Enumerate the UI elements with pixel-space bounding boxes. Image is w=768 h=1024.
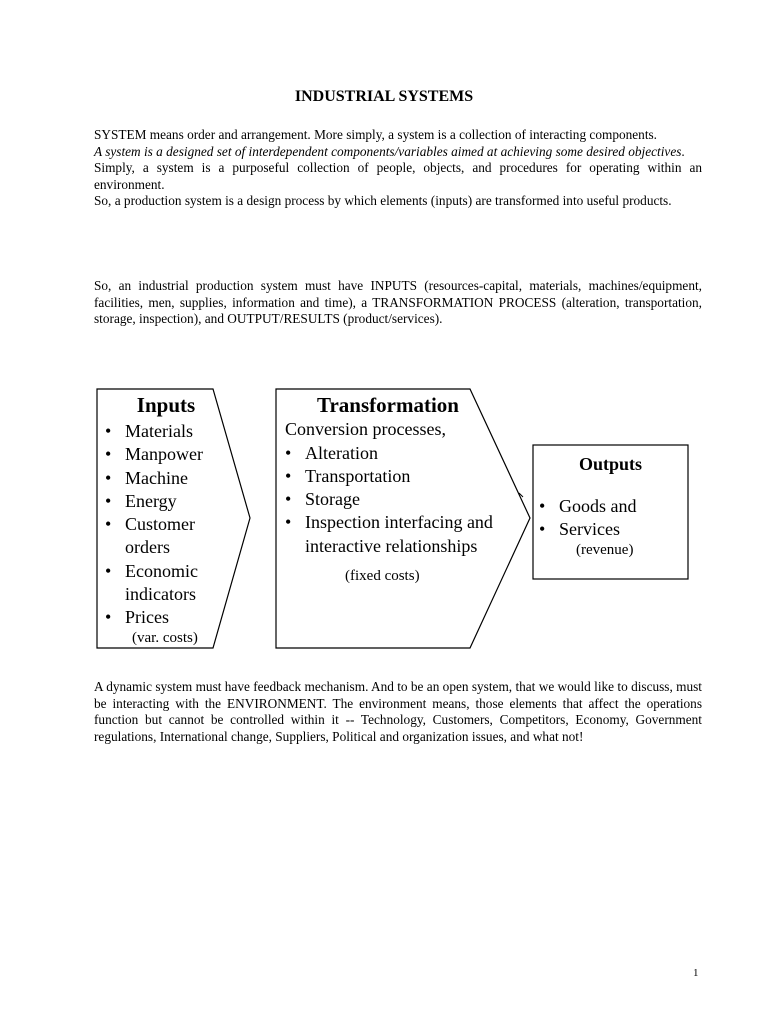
outputs-list [534, 495, 687, 542]
transformation-heading: Transformation [317, 393, 459, 417]
outputs-note: (revenue) [576, 541, 634, 558]
inputs-box [100, 393, 240, 647]
inputs-item: • Machine [100, 467, 240, 490]
industrial-production-paragraph: So, an industrial production system must have INPUTS (resources-capital, materials, machines/equipment, facilities, men, supplies, information and time), a TRANSFORMATION PROCESS (alteration, transportation, storage, inspection), and OUTPUT/RESULTS (product/services). [94, 278, 702, 326]
transformation-item: • Inspection interfacing and interactive relationships [280, 511, 495, 558]
intro-line-purposeful: Simply, a system is a purposeful collection of people, objects, and procedures for operating within an environment. [94, 160, 702, 192]
inputs-item: • Manpower [100, 443, 240, 466]
intro-definition-text: A system is a designed set of interdependent components/variables aimed at achieving some desired objectives [94, 143, 682, 159]
inputs-note: (var. costs) [132, 629, 198, 646]
dynamic-system-paragraph: A dynamic system must have feedback mechanism. And to be an open system, that we would like to discuss, must be interacting with the ENVIRONMENT. The environment means, those elements that affect the operations function but cannot be controlled within it -- Technology, Customers, Competitors, Economy, Government regulations, International change, Suppliers, Political and organization issues, and what not! [94, 679, 702, 744]
outputs-item: • Goods and [534, 495, 687, 518]
transformation-item: • Storage [280, 488, 515, 511]
inputs-heading: Inputs [136, 393, 196, 417]
inputs-list [100, 420, 240, 630]
inputs-item: • Prices [100, 606, 240, 629]
intro-line-production: So, a production system is a design process by which elements (inputs) are transformed into useful products. [94, 193, 672, 208]
transformation-box [285, 393, 515, 585]
inputs-item: • Materials [100, 420, 240, 443]
page-title: INDUSTRIAL SYSTEMS [294, 88, 474, 105]
intro-definition-period: . [681, 143, 685, 159]
outputs-box [534, 454, 687, 559]
inputs-item: • Economic indicators [100, 560, 220, 607]
intro-line-system: SYSTEM means order and arrangement. More simply, a system is a collection of interacting components. [94, 127, 658, 142]
outputs-heading: Outputs [578, 454, 643, 474]
inputs-item: • Customer orders [100, 513, 220, 560]
inputs-item: • Energy [100, 490, 240, 513]
outputs-item: • Services [534, 518, 687, 541]
intro-paragraph [94, 127, 702, 210]
transformation-item: • Alteration [280, 442, 515, 465]
transformation-subheading: Conversion processes, [285, 419, 446, 439]
intro-definition [94, 144, 702, 161]
transformation-note: (fixed costs) [345, 567, 420, 584]
connector-tick [519, 493, 523, 497]
transformation-item: • Transportation [280, 465, 515, 488]
transformation-list [280, 442, 515, 558]
page-number: 1 [693, 967, 699, 979]
